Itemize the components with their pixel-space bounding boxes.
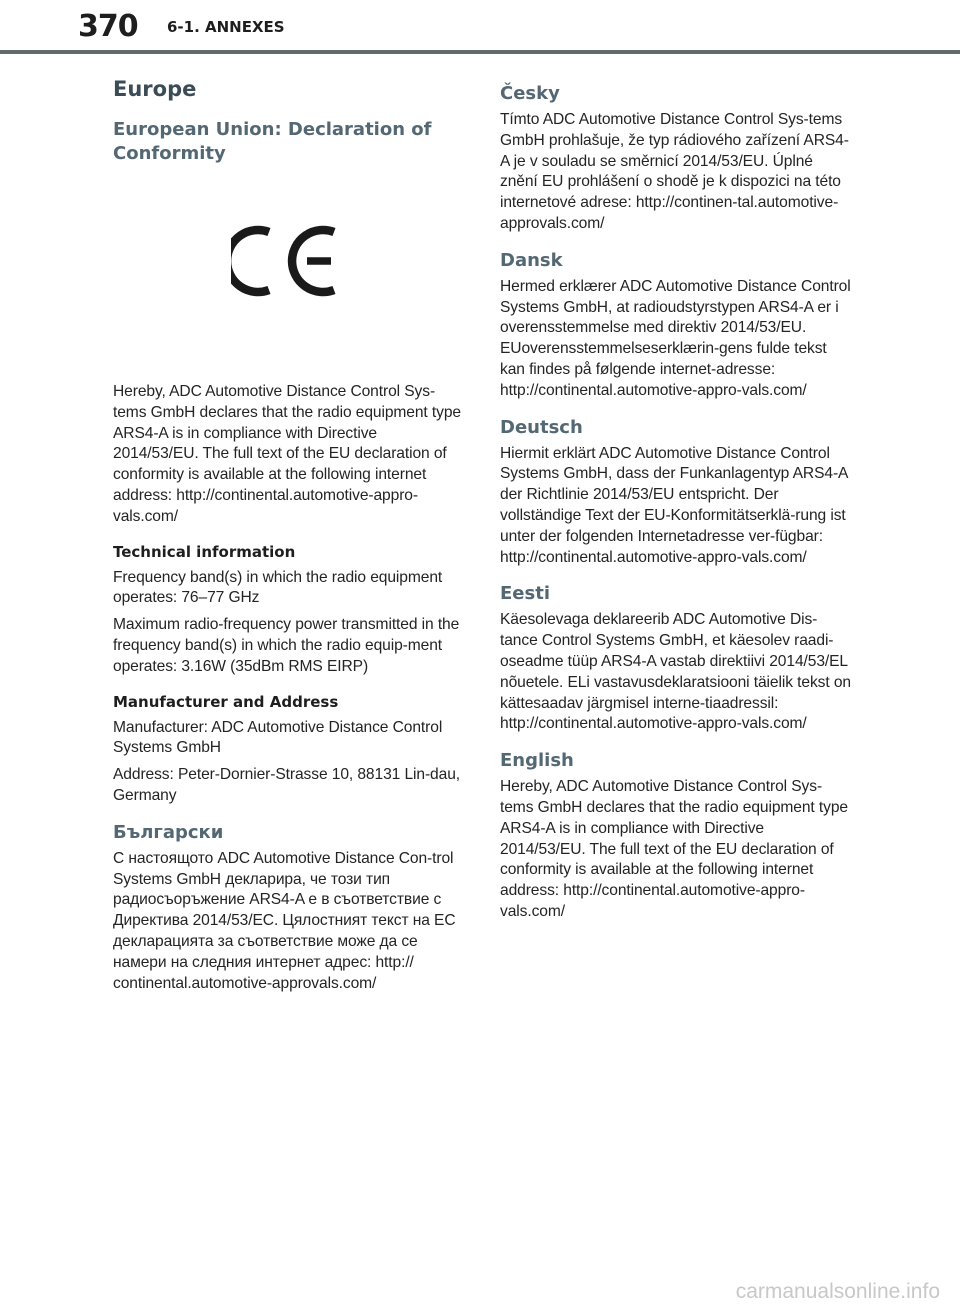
max-power-text: Maximum radio-frequency power transmitted in the frequency band(s) in which the radio equip-ment operates: 3.16W (35dBm RMS EIRP) — [113, 616, 460, 675]
ce-mark-logo — [113, 222, 463, 352]
address-text: Address: Peter-Dornier-Strasse 10, 88131 Lin-dau, Germany — [113, 766, 461, 804]
danish-text: Hermed erklærer ADC Automotive Distance Control Systems GmbH, at radioudstyrstypen ARS4-A er i overensstemmelse med direktiv 2014/53/EU. EUoverensstemmelseserklærin-gens fulde tekst kan findes på følgende internet-adresse: http://continental.automotive-appro-vals.com/ — [500, 277, 851, 399]
german-text: Hiermit erklärt ADC Automotive Distance Control Systems GmbH, dass der Funkanlagentyp ARS4-A der Richtlinie 2014/53/EU entspricht. Der vollständige Text der EU-Konformitätserklä-rung ist unter der folgenden Internetadresse ver-fügbar: http://continental.automotive-appro-vals.com/ — [500, 444, 848, 566]
heading-estonian: Eesti — [500, 583, 550, 605]
heading-czech: Česky — [500, 83, 560, 104]
heading-english: English — [500, 750, 574, 772]
page-number: 370 — [78, 9, 138, 44]
english-text: Hereby, ADC Automotive Distance Control Sys-tems GmbH declares that the radio equipment type ARS4-A is in compliance with Directive 2014/53/EU. The full text of the EU declaration of conformity is available at the following internet address: http://continental.automotive-appro-vals.com/ — [500, 778, 848, 920]
heading-manufacturer-address: Manufacturer and Address — [113, 692, 339, 711]
left-column — [113, 70, 463, 994]
heading-bulgarian: Български — [113, 821, 224, 843]
subtitle-eu-declaration: European Union: Declaration of Conformity — [113, 119, 432, 164]
page-title: Europe — [113, 77, 197, 101]
watermark-text: carmanualsonline.info — [735, 1280, 940, 1303]
estonian-text: Käesolevaga deklareerib ADC Automotive Dis-tance Control Systems GmbH, et käesolev raadi-oseadme tüüp ARS4-A vastab direktiivi 2014/53/EL nõuetele. ELi vastavusdeklaratsiooni täielik tekst on kättesaadav järgmisel interne-tiaadressil: http://continental.automotive-appro-vals.com/ — [500, 611, 851, 733]
frequency-band-text: Frequency band(s) in which the radio equipment operates: 76–77 GHz — [113, 568, 443, 607]
heading-technical-information: Technical information — [113, 542, 296, 561]
bulgarian-text: С настоящото ADC Automotive Distance Con-trol Systems GmbH декларира, че този тип радиосъоръжение ARS4-A е в съответствие с Директива 2014/53/ЕС. Цялостният текст на ЕС декларацията за съответствие може да се намери на следния интернет адрес: http:// continental.automotive-approvals.com/ — [113, 849, 456, 992]
czech-text: Tímto ADC Automotive Distance Control Sys-tems GmbH prohlašuje, že typ rádiového zařízení ARS4-A je v souladu se směrnicí 2014/53/EU. Úplné znění EU prohlášení o shodě je k dispozici na této internetové adrese: http://continen-tal.automotive-approvals.com/ — [500, 111, 849, 232]
heading-danish: Dansk — [500, 249, 563, 271]
section-title: 6-1. ANNEXES — [167, 18, 285, 36]
ce-mark-icon — [231, 222, 345, 300]
declaration-text: Hereby, ADC Automotive Distance Control Sys-tems GmbH declares that the radio equipment type ARS4-A is in compliance with Directive 2014/53/EU. The full text of the EU declaration of conformity is available at the following internet address: http://continental.automotive-appro-vals.com/ — [113, 383, 461, 525]
page-header — [0, 0, 960, 56]
right-column — [500, 70, 852, 923]
heading-german: Deutsch — [500, 416, 583, 438]
manufacturer-text: Manufacturer: ADC Automotive Distance Control Systems GmbH — [113, 718, 443, 757]
header-divider — [0, 50, 960, 54]
